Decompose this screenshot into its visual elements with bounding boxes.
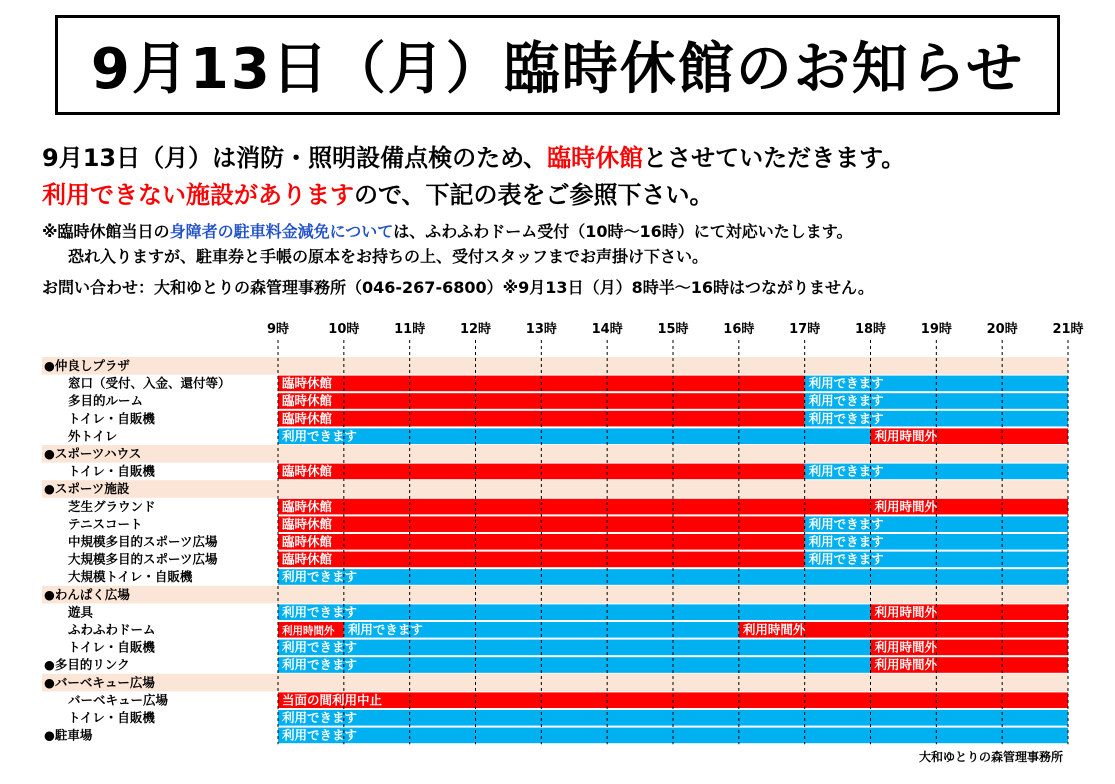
facility-label: 中規模多目的スポーツ広場: [68, 534, 218, 549]
section-label: ●スポーツハウス: [44, 446, 142, 461]
status-text: 利用できます: [808, 534, 884, 549]
hour-label: 9時: [266, 322, 290, 337]
facility-label: 芝生グラウンド: [68, 498, 156, 514]
section-band: [42, 586, 1068, 604]
section-band: [42, 445, 1068, 463]
status-text: 利用時間外: [874, 639, 938, 655]
status-text: 臨時休館: [282, 551, 333, 567]
schedule-bar: [278, 657, 871, 673]
lead-1-pre: 9月13日（月）は消防・照明設備点検のため、: [42, 144, 548, 172]
lead-1-red: 臨時休館: [547, 144, 644, 172]
section-band: [42, 357, 1068, 375]
schedule-bar: [278, 604, 871, 620]
hour-label: 10時: [328, 322, 360, 337]
contact-line: お問い合わせ：大和ゆとりの森管理事務所（046-267-6800）※9月13日（月）8時半～16時はつながりません。: [42, 278, 874, 297]
facility-label: トイレ・自販機: [68, 639, 155, 655]
status-text: 利用できます: [347, 622, 423, 637]
facility-label: バーベキュー広場: [68, 692, 169, 708]
status-text: 利用できます: [282, 657, 358, 673]
facility-label: トイレ・自販機: [68, 710, 155, 725]
status-text: 利用時間外: [874, 657, 938, 673]
hour-label: 14時: [591, 322, 623, 337]
facility-label: ●駐車場: [44, 727, 93, 743]
status-text: 利用時間外: [874, 604, 938, 620]
facility-label: 大規模トイレ・自販機: [68, 569, 193, 585]
hour-label: 20時: [986, 322, 1018, 337]
schedule-bar: [278, 499, 871, 515]
facility-label: 外トイレ: [68, 428, 118, 444]
footer-office: 大和ゆとりの森管理事務所: [918, 750, 1063, 764]
lead-2-red: 利用できない施設があります: [42, 181, 354, 209]
facility-label: ふわふわドーム: [68, 622, 156, 637]
section-band: [42, 480, 1068, 498]
facility-label: 大規模多目的スポーツ広場: [68, 551, 218, 567]
status-text: 利用できます: [282, 710, 358, 725]
hour-label: 12時: [459, 322, 492, 337]
schedule-bar: [278, 516, 805, 532]
facility-label: 遊具: [68, 604, 94, 620]
facility-label: テニスコート: [68, 516, 143, 532]
hour-label: 17時: [789, 322, 821, 337]
schedule-bar: [278, 640, 871, 656]
status-text: 利用時間外: [874, 498, 938, 514]
status-text: 臨時休館: [282, 498, 333, 514]
hour-label: 18時: [854, 322, 887, 337]
status-text: 利用時間外: [282, 625, 335, 637]
status-text: 臨時休館: [282, 534, 333, 549]
section-label: ●スポーツ施設: [44, 481, 130, 497]
hour-label: 19時: [920, 322, 952, 337]
status-text: 利用できます: [808, 393, 884, 409]
status-text: 当面の間利用中止: [282, 692, 383, 708]
section-label: ●バーベキュー広場: [44, 674, 155, 690]
note-1-pre: ※臨時休館当日の: [42, 222, 170, 241]
status-text: 臨時休館: [282, 410, 333, 426]
status-text: 利用できます: [282, 604, 358, 620]
facility-label: トイレ・自販機: [68, 463, 155, 479]
note-1-post: は、ふわふわドーム受付（10時～16時）にて対応いたします。: [393, 222, 853, 241]
status-text: 利用できます: [282, 428, 358, 444]
status-text: 利用できます: [808, 375, 884, 391]
status-text: 臨時休館: [282, 375, 333, 391]
schedule-bar: [278, 534, 805, 550]
status-text: 利用できます: [282, 569, 358, 585]
facility-label: トイレ・自販機: [68, 410, 155, 426]
status-text: 利用できます: [282, 639, 358, 655]
section-label: ●わんぱく広場: [44, 586, 130, 602]
status-text: 利用できます: [808, 463, 884, 479]
status-text: 利用できます: [808, 551, 884, 567]
schedule-bar: [278, 428, 871, 444]
lead-1-post: とさせていただきます。: [643, 144, 906, 172]
lead-2-post: ので、下記の表をご参照下さい。: [354, 181, 714, 209]
hour-label: 11時: [394, 322, 426, 337]
schedule-bar: [278, 728, 1068, 744]
section-band: [42, 674, 1068, 692]
facility-label: 窓口（受付、入金、還付等）: [68, 375, 231, 391]
status-text: 利用時間外: [874, 428, 938, 444]
schedule-bar: [278, 464, 805, 480]
note-1-blue: 身障者の駐車料金減免について: [169, 222, 394, 241]
status-text: 臨時休館: [282, 463, 333, 479]
status-text: 利用できます: [282, 727, 358, 743]
hour-label: 13時: [525, 322, 557, 337]
status-text: 利用できます: [808, 516, 884, 532]
status-text: 利用できます: [808, 410, 884, 426]
hour-label: 15時: [657, 322, 689, 337]
status-text: 利用時間外: [742, 622, 806, 637]
status-text: 臨時休館: [282, 393, 333, 409]
status-text: 臨時休館: [282, 516, 333, 532]
note-line-2: 恐れ入りますが、駐車券と手帳の原本をお持ちの上、受付スタッフまでお声掛け下さい。: [68, 247, 709, 266]
facility-label: 多目的ルーム: [68, 393, 144, 409]
facility-label: ●多目的リンク: [44, 657, 130, 673]
section-label: ●仲良しプラザ: [44, 358, 130, 373]
hour-label: 21時: [1052, 322, 1084, 337]
hour-label: 16時: [723, 322, 755, 337]
notice-title: 9月13日（月）臨時休館のお知らせ: [90, 37, 1025, 102]
